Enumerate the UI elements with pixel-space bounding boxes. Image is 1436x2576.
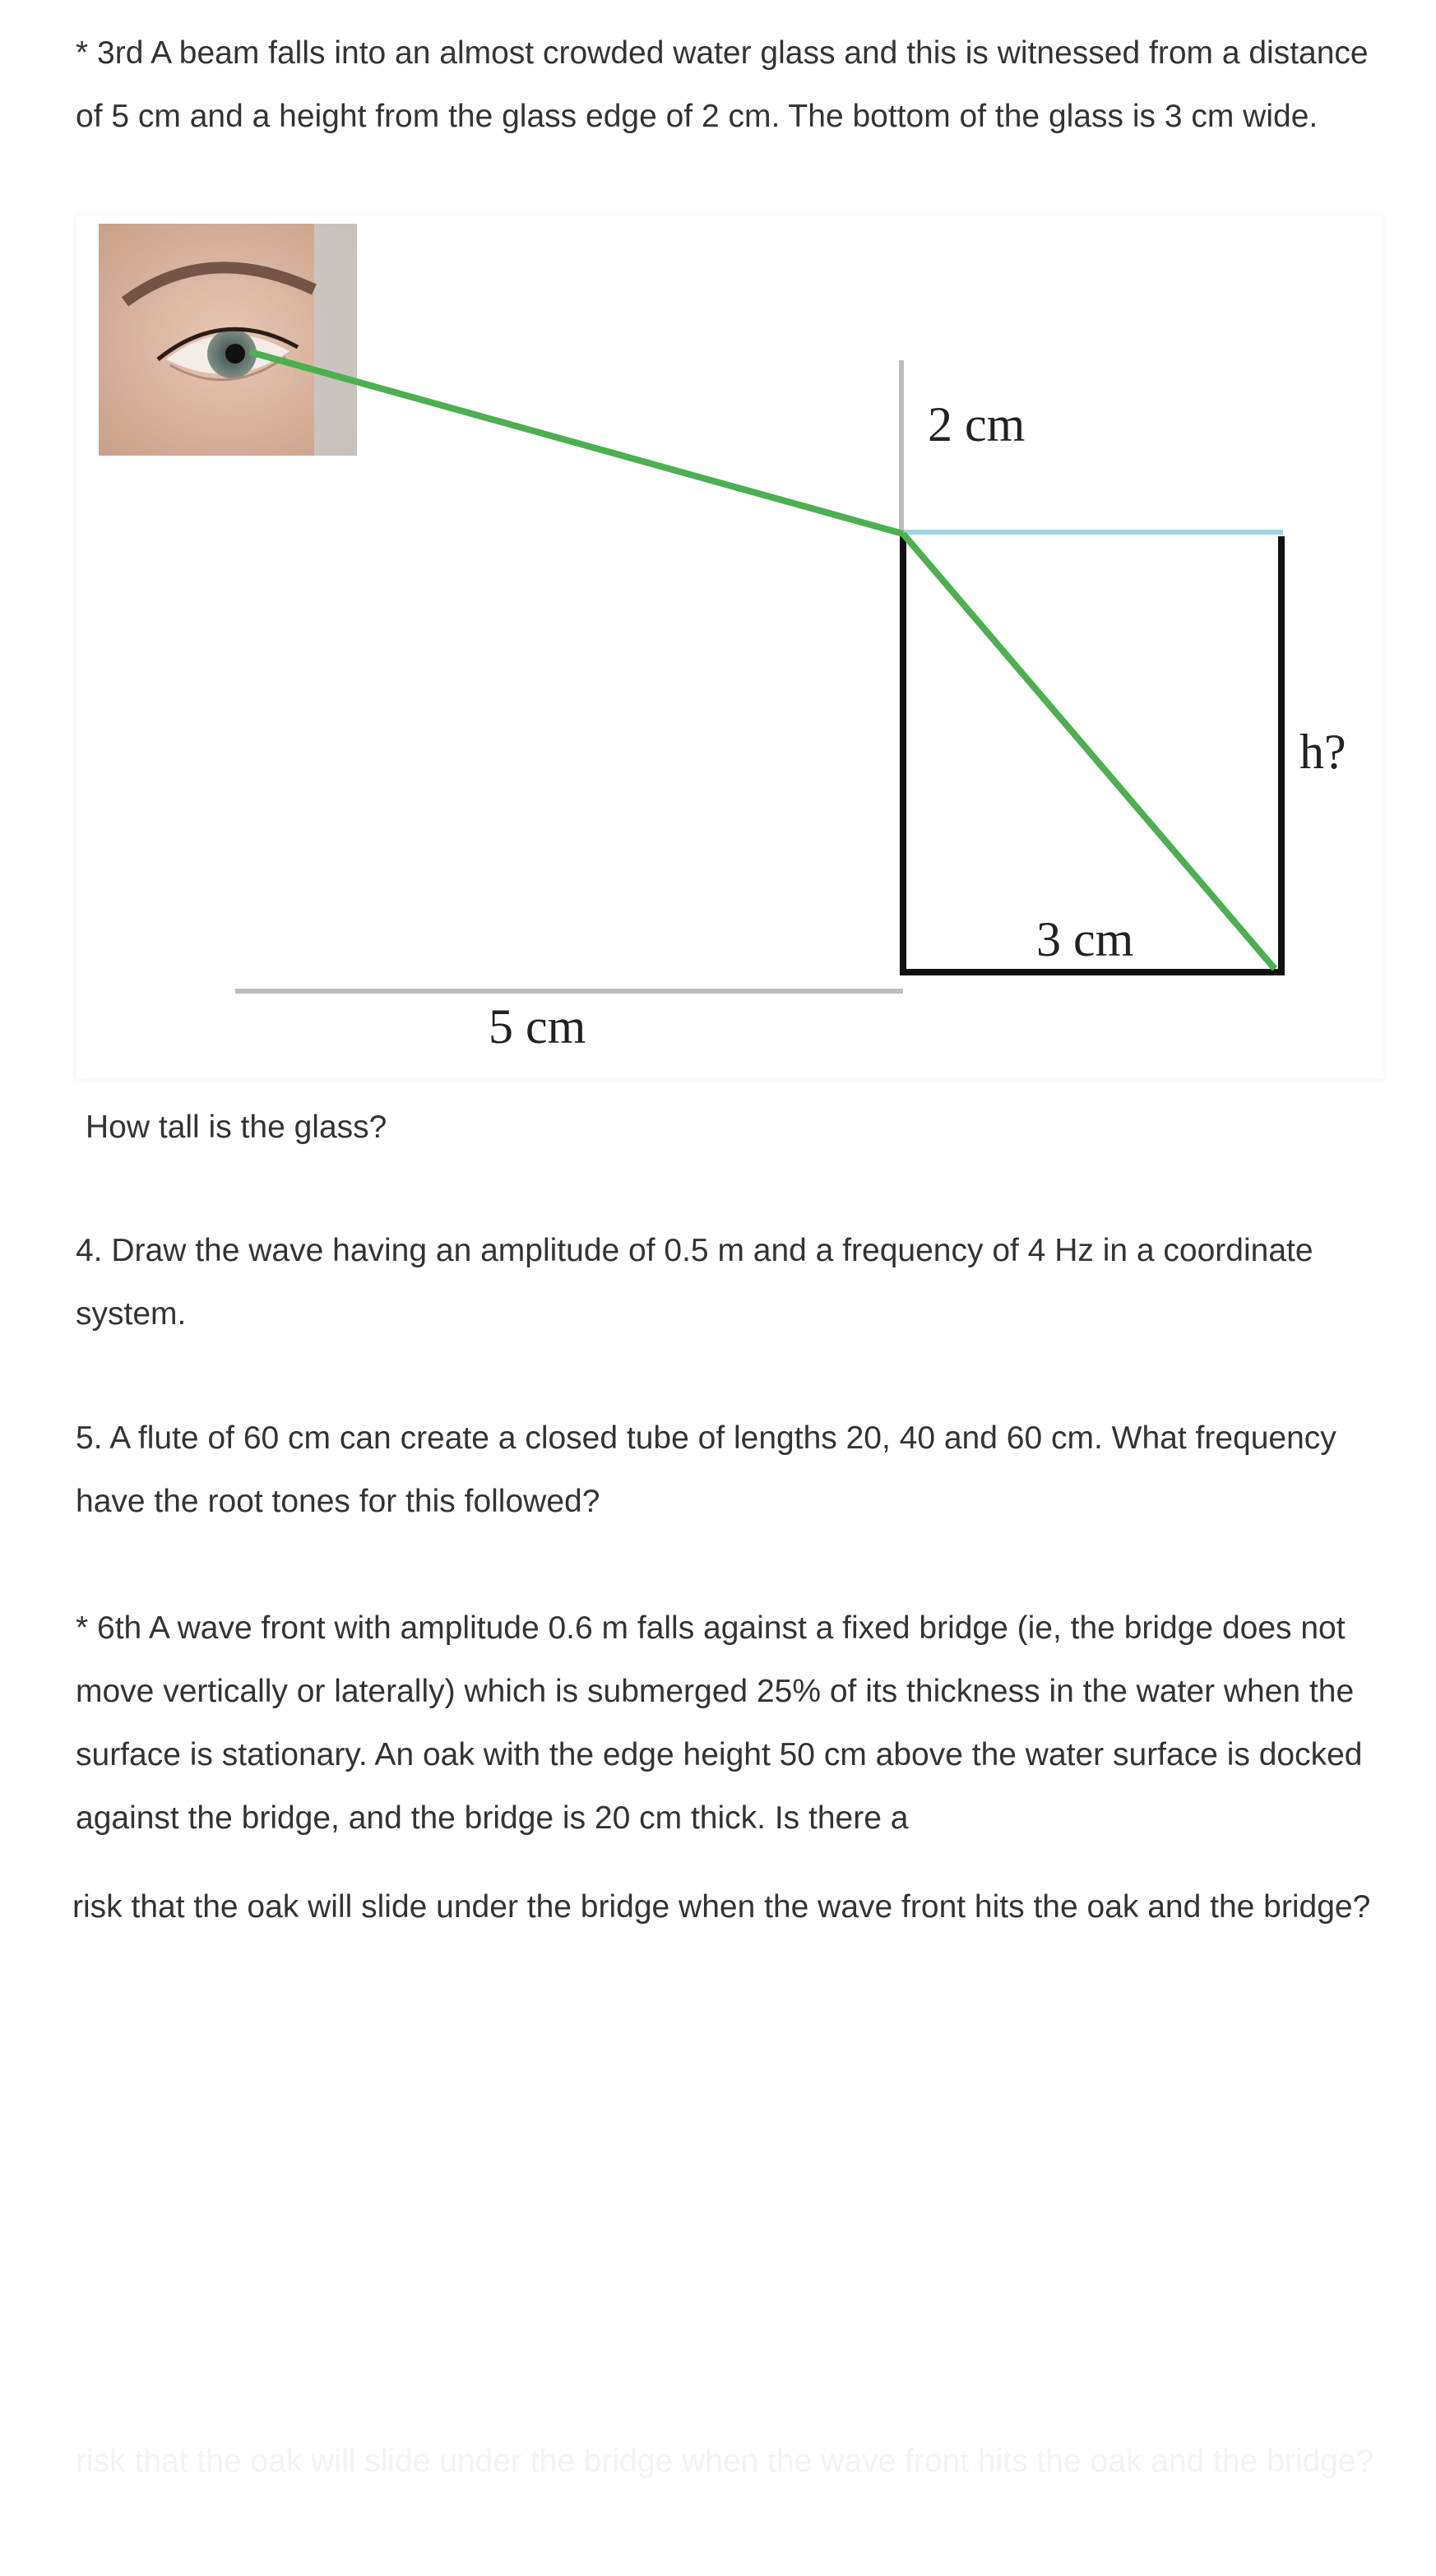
label-h: h? bbox=[1299, 725, 1346, 779]
problem-6-text-part1: * 6th A wave front with amplitude 0.6 m falls against a fixed bridge (ie, the bridge does not move vertically or laterally) which is submerged 25% of its thickness in the water when the surface is stationary. An oak with the edge height 50 cm above the water surface is docked against the bridge, and the bridge is 20 cm thick. Is there a bbox=[76, 1610, 1363, 1836]
faded-ghost-text: risk that the oak will slide under the bridge when the wave front hits the oak and the bridge? bbox=[76, 2444, 1374, 2479]
problem-5-text: 5. A flute of 60 cm can create a closed tube of lengths 20, 40 and 60 cm. What frequency have the root tones for this followed? bbox=[76, 1420, 1336, 1519]
problem-6-text-part2: risk that the oak will slide under the bridge when the wave front hits the oak and the bridge? bbox=[72, 1889, 1371, 1925]
label-2cm: 2 cm bbox=[928, 397, 1026, 452]
refraction-diagram bbox=[76, 215, 1383, 1079]
diagram-canvas bbox=[76, 215, 1383, 1079]
problem-4-text: 4. Draw the wave having an amplitude of 0.5 m and a frequency of 4 Hz in a coordinate system. bbox=[76, 1233, 1313, 1332]
eye-image bbox=[99, 224, 357, 456]
beam-refracted bbox=[903, 534, 1275, 969]
problem-3-question: How tall is the glass? bbox=[86, 1110, 387, 1145]
label-3cm: 3 cm bbox=[1036, 912, 1134, 966]
problem-3-text: * 3rd A beam falls into an almost crowded water glass and this is witnessed from a distance of 5 cm and a height from the glass edge of 2 cm. The bottom of the glass is 3 cm wide. bbox=[76, 35, 1369, 134]
label-5cm: 5 cm bbox=[489, 999, 586, 1054]
